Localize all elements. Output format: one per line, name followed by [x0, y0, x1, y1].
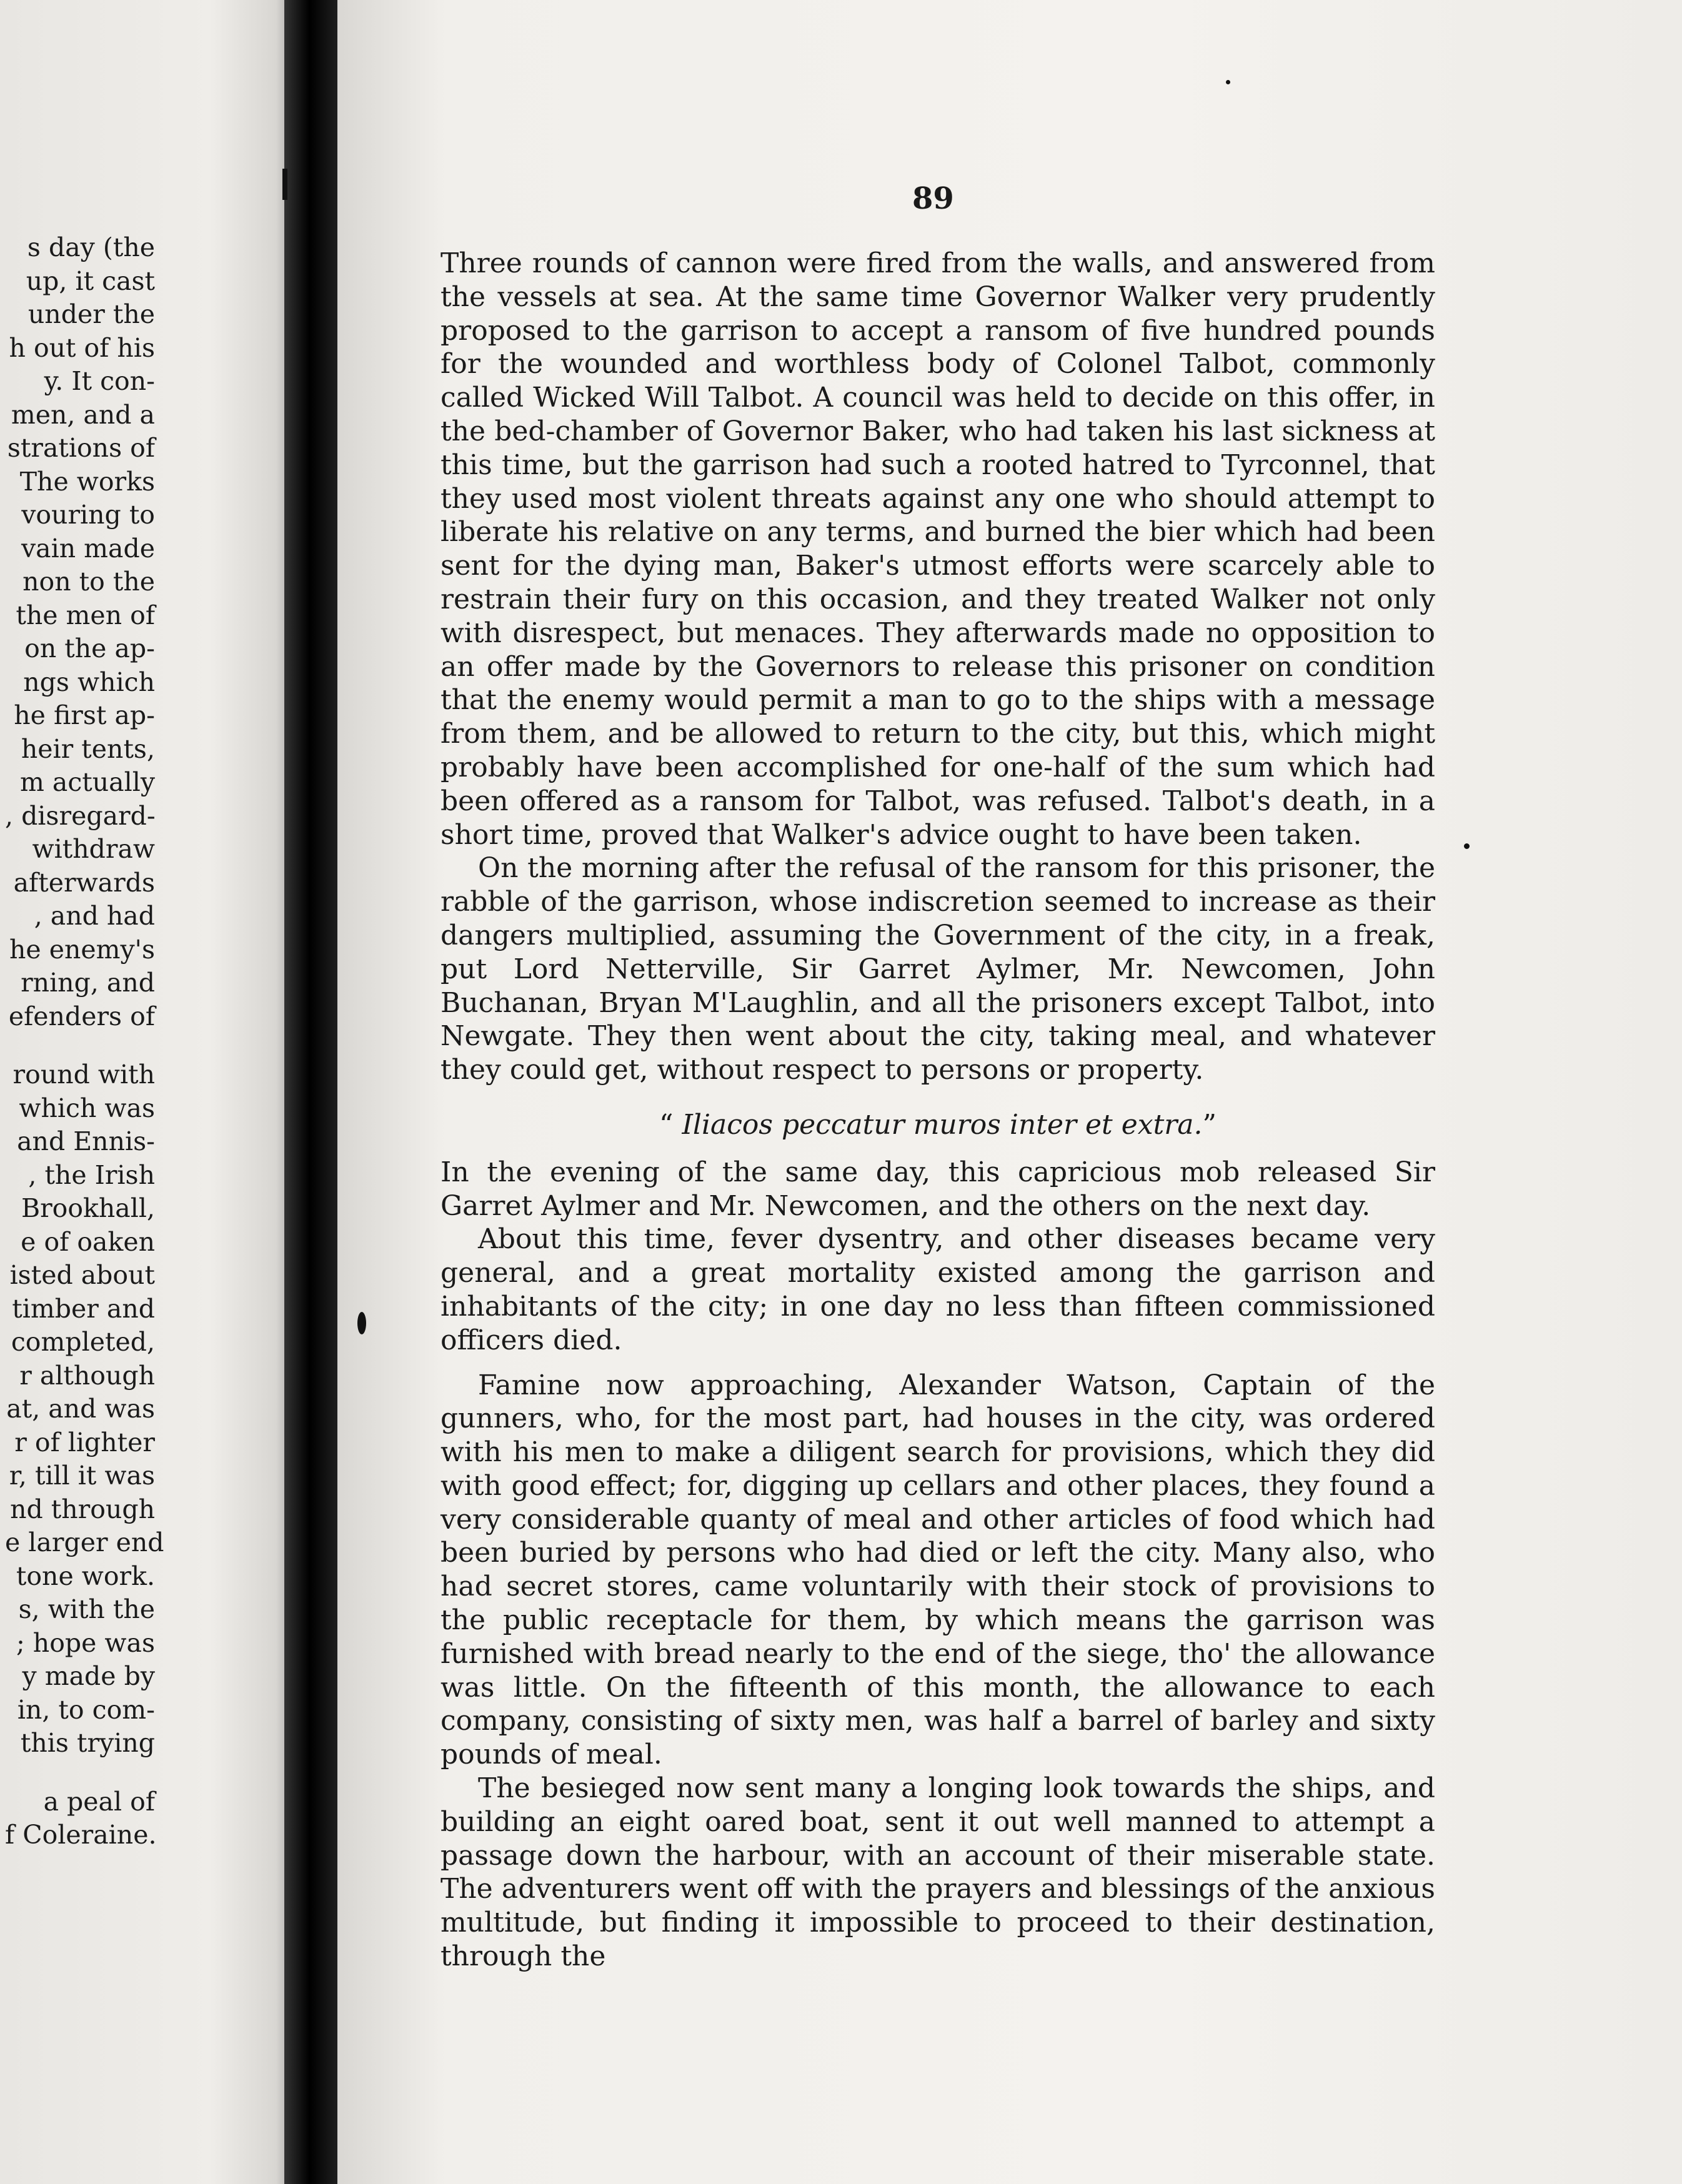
left-page-line: e of oaken — [21, 1226, 155, 1257]
left-page-line: up, it cast — [26, 266, 155, 296]
left-page-line: , the Irish — [28, 1159, 155, 1190]
left-page-line: a peal of — [43, 1786, 155, 1817]
left-page-line: e larger end — [5, 1527, 164, 1557]
left-page-line: timber and — [12, 1293, 155, 1324]
left-page-line: h out of his — [9, 332, 155, 363]
left-page-line: this trying — [20, 1728, 155, 1758]
margin-mark — [282, 169, 287, 200]
line-gap — [5, 1033, 155, 1058]
latin-quote: “ Iliacos peccatur muros inter et extra.” — [659, 1108, 1217, 1141]
left-page-line: at, and was — [6, 1394, 155, 1424]
ink-speck — [1226, 80, 1230, 84]
left-page-line: ngs which — [23, 667, 155, 697]
body-text — [440, 247, 1435, 1973]
book-gutter — [284, 0, 341, 2184]
left-page-line: The works — [19, 466, 155, 497]
left-page-line: s day (the — [27, 232, 155, 262]
ink-speck — [357, 1312, 366, 1334]
left-page-line: y made by — [22, 1661, 155, 1691]
left-page-line: and Ennis- — [17, 1126, 155, 1156]
left-page-line: rning, and — [21, 968, 155, 998]
paragraph: Three rounds of cannon were fired from the walls, and answered from the vessels at sea. At the same time Governor Walker very prudently proposed to the garrison to accept a ransom of five hundred pounds for the wounded and worthless body of Colonel Talbot, commonly called Wicked Will Talbot. A council was held to decide on this offer, in the bed-chamber of Governor Baker, who had taken his last sickness at this time, but the garrison had such a rooted hatred to Tyrconnel, that they used most violent threats against any one who should attempt to liberate his relative on any terms, and burned the bier which had been sent for the dying man, Baker's utmost efforts were scarcely able to restrain their fury on this occasion, and they treated Walker not only with disrespect, but menaces. They afterwards made no opposition to an offer made by the Governors to release this prisoner on condition that the enemy would permit a man to go to the ships with a message from them, and be allowed to return to the city, but this, which might probably have been accomplished for one-half of the sum which had been offered as a ransom for Talbot, was refused. Talbot's death, in a short time, proved that Walker's advice ought to have been taken. — [440, 247, 1435, 851]
left-page-line: on the ap- — [24, 633, 155, 663]
left-page-line: efenders of — [8, 1001, 155, 1031]
left-page-line: which was — [19, 1093, 155, 1123]
line-gap — [5, 1760, 155, 1785]
left-page-line: f Coleraine. — [5, 1820, 157, 1850]
left-page-line: round with — [12, 1060, 155, 1090]
left-page-line: heir tents, — [21, 733, 155, 764]
left-page-line: isted about — [9, 1260, 155, 1290]
left-page-line: m actually — [19, 767, 155, 797]
paragraph: Famine now approaching, Alexander Watson, Captain of the gunners, who, for the most part, had houses in the city, was ordered with his men to make a diligent search for provisions, which they did with good effect; for, digging up cellars and other places, they found a very considerable quanty of meal and other articles of food which had been buried by persons who had died or left the city. Many also, who had secret stores, came voluntarily with their stock of provisions to the public receptacle for them, by which means the garrison was furnished with bread nearly to the end of the siege, tho' the allowance was little. On the fifteenth of this month, the allowance to each company, consisting of sixty men, was half a barrel of barley and sixty pounds of meal. — [440, 1369, 1435, 1771]
left-page-line: vouring to — [21, 500, 155, 530]
left-page-line: vain made — [21, 533, 155, 563]
left-page-line: r of lighter — [14, 1427, 155, 1457]
left-page-line: he enemy's — [9, 934, 155, 965]
paragraph: The besieged now sent many a longing look towards the ships, and building an eight oared boat, sent it out well manned to attempt a passage down the harbour, with an account of their miserable state. The adventurers went off with the prayers and blessings of the anxious multitude, but finding it impossible to proceed to their destination, through the — [440, 1772, 1435, 1973]
left-page-line: men, and a — [11, 399, 155, 430]
left-page-line: s, with the — [18, 1594, 155, 1624]
left-page-line: completed, — [11, 1327, 155, 1357]
left-page-line: withdraw — [32, 834, 155, 864]
left-page-line: r, till it was — [9, 1461, 155, 1491]
paragraph: In the evening of the same day, this capricious mob released Sir Garret Aylmer and Mr. Newcomen, and the others on the next day. — [440, 1156, 1435, 1222]
paragraph: About this time, fever dysentry, and other diseases became very general, and a great mortality existed among the garrison and inhabitants of the city; in one day no less than fifteen commissioned officers died. — [440, 1223, 1435, 1356]
left-page-line: nd through — [10, 1494, 155, 1524]
left-page-line: ; hope was — [16, 1627, 155, 1658]
left-page-line: strations of — [7, 433, 155, 463]
left-page-line: non to the — [22, 567, 155, 597]
quote-text: Iliacos peccatur muros inter et extra. — [682, 1108, 1203, 1141]
page-number: 89 — [912, 181, 954, 216]
left-page-line: in, to com- — [17, 1694, 155, 1725]
left-page-line: , and had — [34, 901, 155, 931]
left-page-line: under the — [27, 299, 155, 329]
left-page-line: he first ap- — [14, 700, 155, 730]
ink-speck — [1464, 843, 1470, 849]
left-page-text — [5, 231, 164, 1852]
left-page-line: the men of — [16, 600, 155, 630]
left-page-line: , disregard- — [5, 800, 156, 831]
left-page-line: r although — [19, 1360, 155, 1391]
left-page-line: Brookhall, — [21, 1193, 155, 1223]
left-page-line: y. It con- — [44, 366, 155, 396]
left-page-line: afterwards — [13, 867, 155, 898]
paragraph: On the morning after the refusal of the ransom for this prisoner, the rabble of the garrison, whose indiscretion seemed to increase as their dangers multiplied, assuming the Government of the city, in a freak, put Lord Netterville, Sir Garret Aylmer, Mr. Newcomen, John Buchanan, Bryan M'Laughlin, and all the prisoners except Talbot, into Newgate. They then went about the city, taking meal, and whatever they could get, without respect to persons or property. — [440, 852, 1435, 1086]
left-page — [0, 0, 300, 2184]
left-page-line: tone work. — [16, 1561, 155, 1591]
